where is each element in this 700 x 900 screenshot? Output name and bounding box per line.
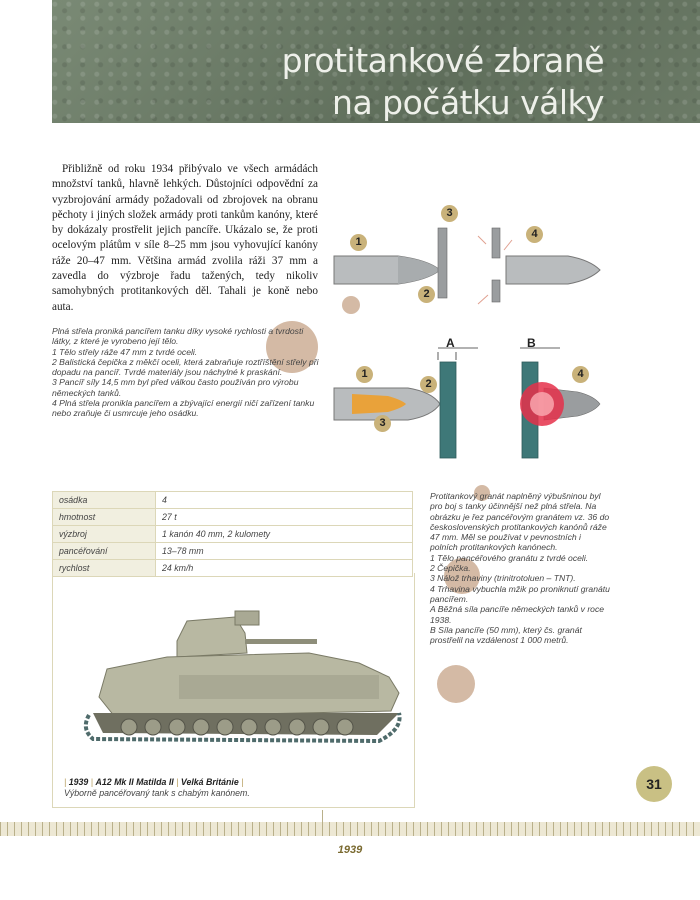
label-1: 1	[350, 234, 367, 251]
spec-table	[52, 491, 413, 577]
header-banner	[52, 0, 700, 123]
page-title: protitankové zbraně na počátku války	[281, 41, 604, 122]
solid-shot-diagram	[328, 200, 618, 320]
label-4b: 4	[572, 366, 589, 383]
tank-illustration-box	[52, 573, 415, 808]
page-number: 31	[636, 766, 672, 802]
caption-he-shell: Protitankový granát naplněný výbušninou byl pro boj s tanky účinnější než plná střela. Na obrázku je řez pancéřovým granátem vz. 36 do československých protitankových kanónů ráže 47 mm. Měl se používat v pevnostních i polních protitankových kanónech. 1 Tělo pancéřového granátu z tvrdé oceli. 2 Čepička. 3 Nálož trhaviny (trinitrotoluen – TNT). 4 Trhavina vybuchla mžik po proniknutí granátu pancířem. A Běžná síla pancíře německých tanků v roce 1938. B Síla pancíře (50 mm), který čs. granát prostřelil na vzdálenost 1 000 metrů.	[430, 491, 610, 646]
label-b: B	[527, 336, 536, 350]
table-row: osádka 4	[53, 492, 413, 509]
label-2: 2	[418, 286, 435, 303]
tank-illustration	[59, 593, 411, 753]
table-row: pancéřování 13–78 mm	[53, 543, 413, 560]
label-4: 4	[526, 226, 543, 243]
table-row: hmotnost 27 t	[53, 509, 413, 526]
body-paragraph: Přibližně od roku 1934 přibývalo ve všech armádách množství tanků, hlavně lehkých. Důstojníci odpovědní za vyzbrojování armády požadovali od zbrojovek na obranu pěchoty i jiných složek armády proti tankům kanóny, které by dokázaly prostřelit jejich pancíře. Ukázalo se, že proti ocelovým plátům v síle 8–25 mm jsou vyhovující kanóny ráže 20–47 mm. Většina armád zvolila ráži 37 mm a zavedla do výzbroje řadu tažených, tedy nikoliv samohybných protitankových děl. Tahali je koně nebo auta.	[52, 163, 318, 313]
label-3b: 3	[374, 415, 391, 432]
he-shell-diagram	[328, 338, 618, 460]
label-2b: 2	[420, 376, 437, 393]
decorative-dot	[342, 296, 360, 314]
timeline-ruler	[0, 822, 700, 836]
label-a: A	[446, 336, 455, 350]
caption-solid-shot: Plná střela proniká pancířem tanku díky vysoké rychlosti a tvrdosti látky, z které je vyrobeno její tělo. 1 Tělo střely ráže 47 mm z tvrdé oceli. 2 Balistická čepička z měkčí oceli, která zabraňuje roztříštění střely při dopadu na pancíř. Tvrdé materiály jsou náchylné k praskání. 3 Pancíř síly 14,5 mm byl před válkou často používán pro výrobu německých tanků. 4 Plná střela pronikla pancířem a zbývající energií ničí zařízení tanku nebo zraňuje či usmrcuje jeho osádku.	[52, 326, 319, 419]
table-row: výzbroj 1 kanón 40 mm, 2 kulomety	[53, 526, 413, 543]
label-1b: 1	[356, 366, 373, 383]
tank-caption: | 1939 | A12 Mk II Matilda II | Velká Británie | Výborně pancéřovaný tank s chabým kanónem.	[64, 777, 250, 798]
label-3: 3	[441, 205, 458, 222]
decorative-dot	[437, 665, 475, 703]
table-row: rychlost 24 km/h	[53, 560, 413, 577]
footer-year: 1939	[337, 844, 363, 856]
